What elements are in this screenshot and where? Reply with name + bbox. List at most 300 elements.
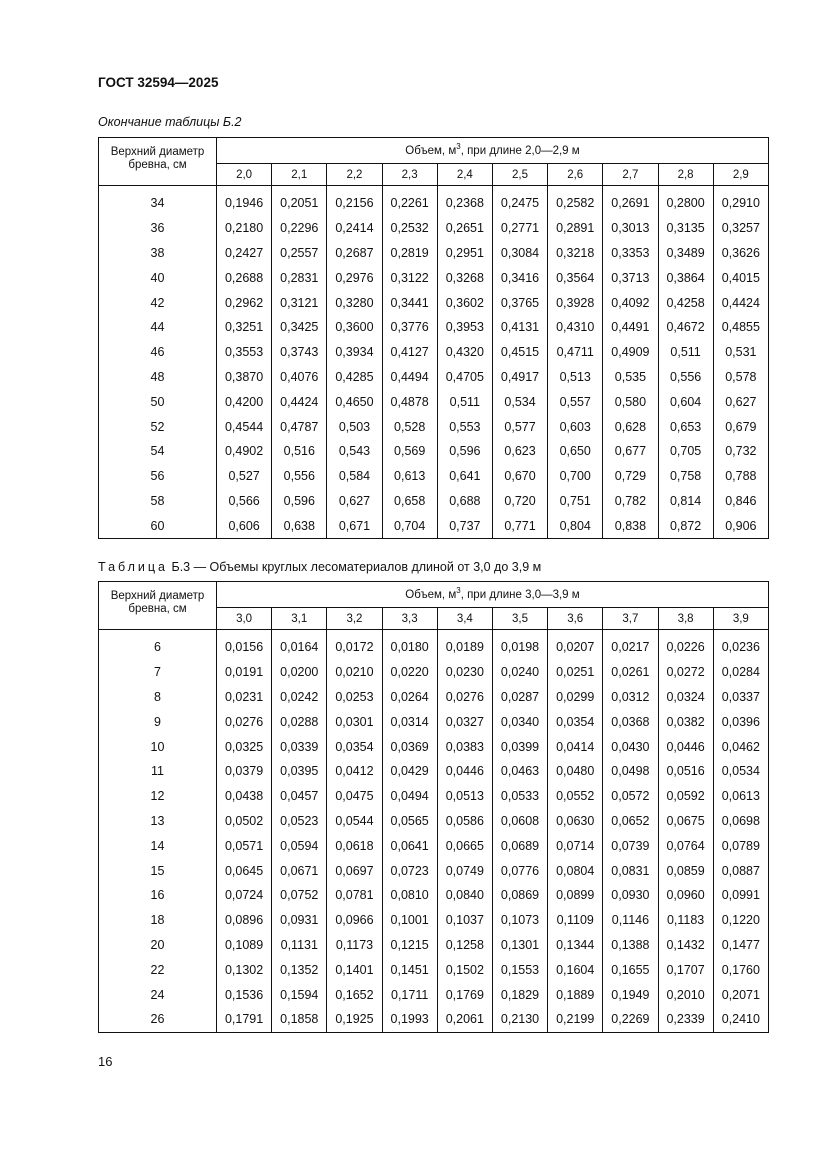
volume-cell: 0,0887 (713, 858, 768, 883)
volume-cell: 0,0314 (382, 709, 437, 734)
volume-cell: 0,679 (713, 414, 768, 439)
volume-cell: 0,0261 (603, 660, 658, 685)
length-header-cell: 3,4 (437, 608, 492, 630)
volume-cell: 0,0789 (713, 833, 768, 858)
volume-cell: 0,0502 (217, 809, 272, 834)
length-header-cell: 2,9 (713, 164, 768, 186)
volume-cell: 0,0840 (437, 883, 492, 908)
volume-cell: 0,1131 (272, 933, 327, 958)
table-row (99, 784, 769, 809)
volume-cell: 0,0752 (272, 883, 327, 908)
volume-cell: 0,3257 (713, 216, 768, 241)
volume-cell: 0,1146 (603, 908, 658, 933)
volume-cell: 0,2368 (437, 191, 492, 216)
volume-cell: 0,0571 (217, 833, 272, 858)
volume-cell: 0,2831 (272, 265, 327, 290)
volume-cell: 0,0749 (437, 858, 492, 883)
volume-cell: 0,2687 (327, 241, 382, 266)
volume-cell: 0,2582 (548, 191, 603, 216)
table-row (99, 957, 769, 982)
volume-cell: 0,3864 (658, 265, 713, 290)
volume-cell: 0,1925 (327, 1007, 382, 1032)
table-b3-caption-text: Б.3 — Объемы круглых лесоматериалов длиной от 3,0 до 3,9 м (168, 560, 542, 574)
volume-cell: 0,1451 (382, 957, 437, 982)
volume-cell: 0,569 (382, 439, 437, 464)
volume-cell: 0,0776 (492, 858, 547, 883)
volume-cell: 0,3600 (327, 315, 382, 340)
volume-cell: 0,0210 (327, 660, 382, 685)
volume-cell: 0,3602 (437, 290, 492, 315)
volume-cell: 0,0480 (548, 759, 603, 784)
volume-cell: 0,2771 (492, 216, 547, 241)
volume-cell: 0,0608 (492, 809, 547, 834)
volume-cell: 0,1477 (713, 933, 768, 958)
volume-cell: 0,4705 (437, 365, 492, 390)
volume-cell: 0,0369 (382, 734, 437, 759)
volume-cell: 0,704 (382, 513, 437, 538)
diameter-cell: 20 (99, 933, 217, 958)
volume-cell: 0,670 (492, 464, 547, 489)
volume-header-text: Объем, м (405, 144, 457, 157)
volume-cell: 0,1215 (382, 933, 437, 958)
volume-cell: 0,528 (382, 414, 437, 439)
volume-cell: 0,603 (548, 414, 603, 439)
volume-cell: 0,751 (548, 489, 603, 514)
volume-cell: 0,1594 (272, 982, 327, 1007)
volume-cell: 0,4131 (492, 315, 547, 340)
table-row (99, 982, 769, 1007)
diameter-cell: 24 (99, 982, 217, 1007)
volume-cell: 0,0930 (603, 883, 658, 908)
volume-cell: 0,0859 (658, 858, 713, 883)
volume-cell: 0,1344 (548, 933, 603, 958)
diameter-cell: 6 (99, 635, 217, 660)
volume-cell: 0,0630 (548, 809, 603, 834)
volume-cell: 0,3870 (217, 365, 272, 390)
volume-cell: 0,2410 (713, 1007, 768, 1032)
volume-cell: 0,0896 (217, 908, 272, 933)
volume-cell: 0,513 (548, 365, 603, 390)
diameter-cell: 40 (99, 265, 217, 290)
volume-cell: 0,553 (437, 414, 492, 439)
volume-cell: 0,0230 (437, 660, 492, 685)
volume-cell: 0,4855 (713, 315, 768, 340)
volume-cell: 0,1001 (382, 908, 437, 933)
volume-cell: 0,2180 (217, 216, 272, 241)
volume-cell: 0,2051 (272, 191, 327, 216)
diameter-cell: 16 (99, 883, 217, 908)
volume-header-text: Объем, м (405, 588, 457, 601)
length-header-cell: 3,9 (713, 608, 768, 630)
length-header-cell: 2,8 (658, 164, 713, 186)
volume-cell: 0,0288 (272, 709, 327, 734)
diameter-cell: 54 (99, 439, 217, 464)
table-row (99, 908, 769, 933)
table-row (99, 464, 769, 489)
volume-cell: 0,0325 (217, 734, 272, 759)
volume-cell: 0,814 (658, 489, 713, 514)
volume-cell: 0,2976 (327, 265, 382, 290)
volume-cell: 0,3553 (217, 340, 272, 365)
volume-cell: 0,1401 (327, 957, 382, 982)
volume-cell: 0,0516 (658, 759, 713, 784)
volume-cell: 0,606 (217, 513, 272, 538)
volume-cell: 0,0723 (382, 858, 437, 883)
volume-cell: 0,0207 (548, 635, 603, 660)
volume-cell: 0,3953 (437, 315, 492, 340)
volume-cell: 0,0613 (713, 784, 768, 809)
table-row (99, 315, 769, 340)
diameter-cell: 8 (99, 685, 217, 710)
volume-cell: 0,1220 (713, 908, 768, 933)
volume-cell: 0,0156 (217, 635, 272, 660)
volume-cell: 0,0272 (658, 660, 713, 685)
diameter-cell: 34 (99, 191, 217, 216)
volume-cell: 0,4320 (437, 340, 492, 365)
volume-cell: 0,0251 (548, 660, 603, 685)
diameter-cell: 14 (99, 833, 217, 858)
volume-cell: 0,0396 (713, 709, 768, 734)
volume-cell: 0,0383 (437, 734, 492, 759)
volume-cell: 0,0645 (217, 858, 272, 883)
volume-cell: 0,782 (603, 489, 658, 514)
volume-cell: 0,677 (603, 439, 658, 464)
volume-cell: 0,2156 (327, 191, 382, 216)
volume-cell: 0,0337 (713, 685, 768, 710)
volume-cell: 0,531 (713, 340, 768, 365)
volume-cell: 0,2010 (658, 982, 713, 1007)
volume-cell: 0,0382 (658, 709, 713, 734)
volume-cell: 0,596 (272, 489, 327, 514)
volume-cell: 0,0457 (272, 784, 327, 809)
volume-cell: 0,4711 (548, 340, 603, 365)
volume-cell: 0,1432 (658, 933, 713, 958)
table-row (99, 734, 769, 759)
volume-cell: 0,0931 (272, 908, 327, 933)
volume-cell: 0,729 (603, 464, 658, 489)
diameter-cell: 13 (99, 809, 217, 834)
volume-cell: 0,0565 (382, 809, 437, 834)
table-row (99, 265, 769, 290)
volume-cell: 0,0339 (272, 734, 327, 759)
volume-cell: 0,3122 (382, 265, 437, 290)
volume-cell: 0,0429 (382, 759, 437, 784)
volume-cell: 0,0544 (327, 809, 382, 834)
length-header-cell: 3,5 (492, 608, 547, 630)
table-b2 (98, 137, 769, 539)
volume-cell: 0,2071 (713, 982, 768, 1007)
diameter-cell: 38 (99, 241, 217, 266)
volume-cell: 0,3013 (603, 216, 658, 241)
volume-cell: 0,0463 (492, 759, 547, 784)
length-header-cell: 2,4 (437, 164, 492, 186)
volume-cell: 0,0810 (382, 883, 437, 908)
volume-cell: 0,3441 (382, 290, 437, 315)
volume-cell: 0,1301 (492, 933, 547, 958)
volume-cell: 0,613 (382, 464, 437, 489)
volume-cell: 0,0312 (603, 685, 658, 710)
length-header-cell: 3,3 (382, 608, 437, 630)
table-b3-caption (98, 560, 541, 574)
table-row (99, 883, 769, 908)
volume-cell: 0,1707 (658, 957, 713, 982)
volume-cell: 0,0966 (327, 908, 382, 933)
volume-cell: 0,688 (437, 489, 492, 514)
volume-cell: 0,0831 (603, 858, 658, 883)
table-row (99, 389, 769, 414)
volume-cell: 0,0764 (658, 833, 713, 858)
table-row (99, 858, 769, 883)
volume-cell: 0,0523 (272, 809, 327, 834)
volume-cell: 0,0253 (327, 685, 382, 710)
volume-cell: 0,3934 (327, 340, 382, 365)
length-header-cell: 3,1 (272, 608, 327, 630)
volume-cell: 0,0675 (658, 809, 713, 834)
volume-cell: 0,566 (217, 489, 272, 514)
volume-cell: 0,0592 (658, 784, 713, 809)
volume-header-length: , при длине 3,0—3,9 м (460, 588, 580, 601)
volume-cell: 0,556 (272, 464, 327, 489)
volume-cell: 0,4285 (327, 365, 382, 390)
volume-cell: 0,0264 (382, 685, 437, 710)
volume-cell: 0,0180 (382, 635, 437, 660)
volume-cell: 0,0698 (713, 809, 768, 834)
volume-cell: 0,0354 (548, 709, 603, 734)
length-header-cell: 2,0 (217, 164, 272, 186)
volume-cell: 0,0324 (658, 685, 713, 710)
volume-cell: 0,1993 (382, 1007, 437, 1032)
volume-cell: 0,0739 (603, 833, 658, 858)
diameter-cell: 18 (99, 908, 217, 933)
diameter-cell: 44 (99, 315, 217, 340)
diameter-cell: 15 (99, 858, 217, 883)
volume-cell: 0,511 (437, 389, 492, 414)
volume-cell: 0,627 (713, 389, 768, 414)
volume-cell: 0,1183 (658, 908, 713, 933)
volume-cell: 0,535 (603, 365, 658, 390)
volume-cell: 0,720 (492, 489, 547, 514)
volume-cell: 0,4909 (603, 340, 658, 365)
volume-cell: 0,3425 (272, 315, 327, 340)
volume-cell: 0,0618 (327, 833, 382, 858)
volume-cell: 0,1791 (217, 1007, 272, 1032)
volume-cell: 0,3268 (437, 265, 492, 290)
volume-cell: 0,2651 (437, 216, 492, 241)
volume-cell: 0,0594 (272, 833, 327, 858)
volume-cell: 0,846 (713, 489, 768, 514)
volume-cell: 0,0340 (492, 709, 547, 734)
volume-cell: 0,4650 (327, 389, 382, 414)
volume-cell: 0,638 (272, 513, 327, 538)
volume-cell: 0,1946 (217, 191, 272, 216)
diameter-cell: 50 (99, 389, 217, 414)
volume-cell: 0,4491 (603, 315, 658, 340)
volume-cell: 0,0354 (327, 734, 382, 759)
volume-cell: 0,0198 (492, 635, 547, 660)
volume-cell: 0,0804 (548, 858, 603, 883)
document-header: ГОСТ 32594—2025 (98, 75, 219, 90)
volume-cell: 0,516 (272, 439, 327, 464)
volume-cell: 0,1829 (492, 982, 547, 1007)
volume-cell: 0,3353 (603, 241, 658, 266)
volume-cell: 0,4494 (382, 365, 437, 390)
table-row (99, 439, 769, 464)
volume-cell: 0,4424 (272, 389, 327, 414)
volume-cell: 0,0240 (492, 660, 547, 685)
diameter-cell: 56 (99, 464, 217, 489)
volume-cell: 0,906 (713, 513, 768, 538)
volume-cell: 0,771 (492, 513, 547, 538)
volume-cell: 0,1655 (603, 957, 658, 982)
volume-cell: 0,580 (603, 389, 658, 414)
volume-cell: 0,641 (437, 464, 492, 489)
volume-cell: 0,0572 (603, 784, 658, 809)
volume-cell: 0,596 (437, 439, 492, 464)
volume-cell: 0,650 (548, 439, 603, 464)
volume-cell: 0,3280 (327, 290, 382, 315)
volume-cell: 0,705 (658, 439, 713, 464)
volume-cell: 0,700 (548, 464, 603, 489)
volume-cell: 0,0412 (327, 759, 382, 784)
volume-cell: 0,0276 (217, 709, 272, 734)
volume-cell: 0,3743 (272, 340, 327, 365)
volume-cell: 0,1037 (437, 908, 492, 933)
volume-cell: 0,1553 (492, 957, 547, 982)
volume-cell: 0,3564 (548, 265, 603, 290)
length-header-cell: 3,6 (548, 608, 603, 630)
table-row (99, 489, 769, 514)
table-b2-caption: Окончание таблицы Б.2 (98, 115, 242, 129)
volume-cell: 0,0960 (658, 883, 713, 908)
length-header-cell: 2,5 (492, 164, 547, 186)
diameter-cell: 9 (99, 709, 217, 734)
volume-cell: 0,0462 (713, 734, 768, 759)
volume-cell: 0,4200 (217, 389, 272, 414)
length-header-cell: 3,7 (603, 608, 658, 630)
volume-cell: 0,0869 (492, 883, 547, 908)
volume-cell: 0,0327 (437, 709, 492, 734)
volume-cell: 0,4076 (272, 365, 327, 390)
volume-cell: 0,604 (658, 389, 713, 414)
length-header-cell: 3,2 (327, 608, 382, 630)
diameter-cell: 52 (99, 414, 217, 439)
volume-cell: 0,4787 (272, 414, 327, 439)
volume-cell: 0,0586 (437, 809, 492, 834)
volume-cell: 0,4092 (603, 290, 658, 315)
volume-cell: 0,0498 (603, 759, 658, 784)
volume-cell: 0,3713 (603, 265, 658, 290)
volume-cell: 0,1536 (217, 982, 272, 1007)
volume-cell: 0,1352 (272, 957, 327, 982)
volume-cell: 0,0395 (272, 759, 327, 784)
volume-cell: 0,2891 (548, 216, 603, 241)
volume-cell: 0,4878 (382, 389, 437, 414)
volume-cell: 0,653 (658, 414, 713, 439)
volume-cell: 0,0475 (327, 784, 382, 809)
volume-cell: 0,3084 (492, 241, 547, 266)
volume-cell: 0,4544 (217, 414, 272, 439)
volume-cell: 0,872 (658, 513, 713, 538)
volume-cell: 0,4515 (492, 340, 547, 365)
volume-cell: 0,0379 (217, 759, 272, 784)
volume-cell: 0,0276 (437, 685, 492, 710)
table-body (99, 186, 769, 539)
volume-cell: 0,0724 (217, 883, 272, 908)
volume-cell: 0,3489 (658, 241, 713, 266)
volume-cell: 0,0242 (272, 685, 327, 710)
volume-cell: 0,577 (492, 414, 547, 439)
volume-cell: 0,737 (437, 513, 492, 538)
volume-group-header (217, 138, 769, 164)
volume-cell: 0,1652 (327, 982, 382, 1007)
diameter-cell: 26 (99, 1007, 217, 1032)
table-row (99, 685, 769, 710)
diameter-cell: 11 (99, 759, 217, 784)
table-row (99, 340, 769, 365)
length-header-cell: 3,0 (217, 608, 272, 630)
page-number: 16 (98, 1054, 113, 1069)
volume-cell: 0,0284 (713, 660, 768, 685)
length-header-cell: 2,3 (382, 164, 437, 186)
volume-cell: 0,0697 (327, 858, 382, 883)
volume-cell: 0,0899 (548, 883, 603, 908)
volume-cell: 0,578 (713, 365, 768, 390)
volume-cell: 0,2951 (437, 241, 492, 266)
length-header-cell: 2,1 (272, 164, 327, 186)
volume-cell: 0,2819 (382, 241, 437, 266)
volume-cell: 0,2261 (382, 191, 437, 216)
volume-cell: 0,557 (548, 389, 603, 414)
volume-cell: 0,1388 (603, 933, 658, 958)
volume-cell: 0,0217 (603, 635, 658, 660)
volume-cell: 0,0552 (548, 784, 603, 809)
table-row (99, 833, 769, 858)
volume-cell: 0,1949 (603, 982, 658, 1007)
table-row (99, 759, 769, 784)
volume-cell: 0,1502 (437, 957, 492, 982)
volume-cell: 0,2962 (217, 290, 272, 315)
diameter-cell: 36 (99, 216, 217, 241)
volume-cell: 0,804 (548, 513, 603, 538)
volume-cell: 0,1073 (492, 908, 547, 933)
volume-cell: 0,0641 (382, 833, 437, 858)
volume-cell: 0,0299 (548, 685, 603, 710)
volume-cell: 0,1258 (437, 933, 492, 958)
volume-cell: 0,2557 (272, 241, 327, 266)
length-header-cell: 2,6 (548, 164, 603, 186)
volume-cell: 0,4902 (217, 439, 272, 464)
volume-cell: 0,4127 (382, 340, 437, 365)
volume-cell: 0,3251 (217, 315, 272, 340)
diameter-cell: 22 (99, 957, 217, 982)
diameter-cell: 12 (99, 784, 217, 809)
table-row (99, 414, 769, 439)
volume-cell: 0,4258 (658, 290, 713, 315)
volume-cell: 0,1089 (217, 933, 272, 958)
volume-cell: 0,1604 (548, 957, 603, 982)
volume-cell: 0,0494 (382, 784, 437, 809)
volume-cell: 0,2427 (217, 241, 272, 266)
volume-cell: 0,534 (492, 389, 547, 414)
table-row (99, 513, 769, 538)
volume-cell: 0,0671 (272, 858, 327, 883)
volume-cell: 0,2800 (658, 191, 713, 216)
volume-header-length: , при длине 2,0—2,9 м (460, 144, 580, 157)
volume-cell: 0,1173 (327, 933, 382, 958)
table-row (99, 635, 769, 660)
volume-cell: 0,0414 (548, 734, 603, 759)
volume-cell: 0,511 (658, 340, 713, 365)
